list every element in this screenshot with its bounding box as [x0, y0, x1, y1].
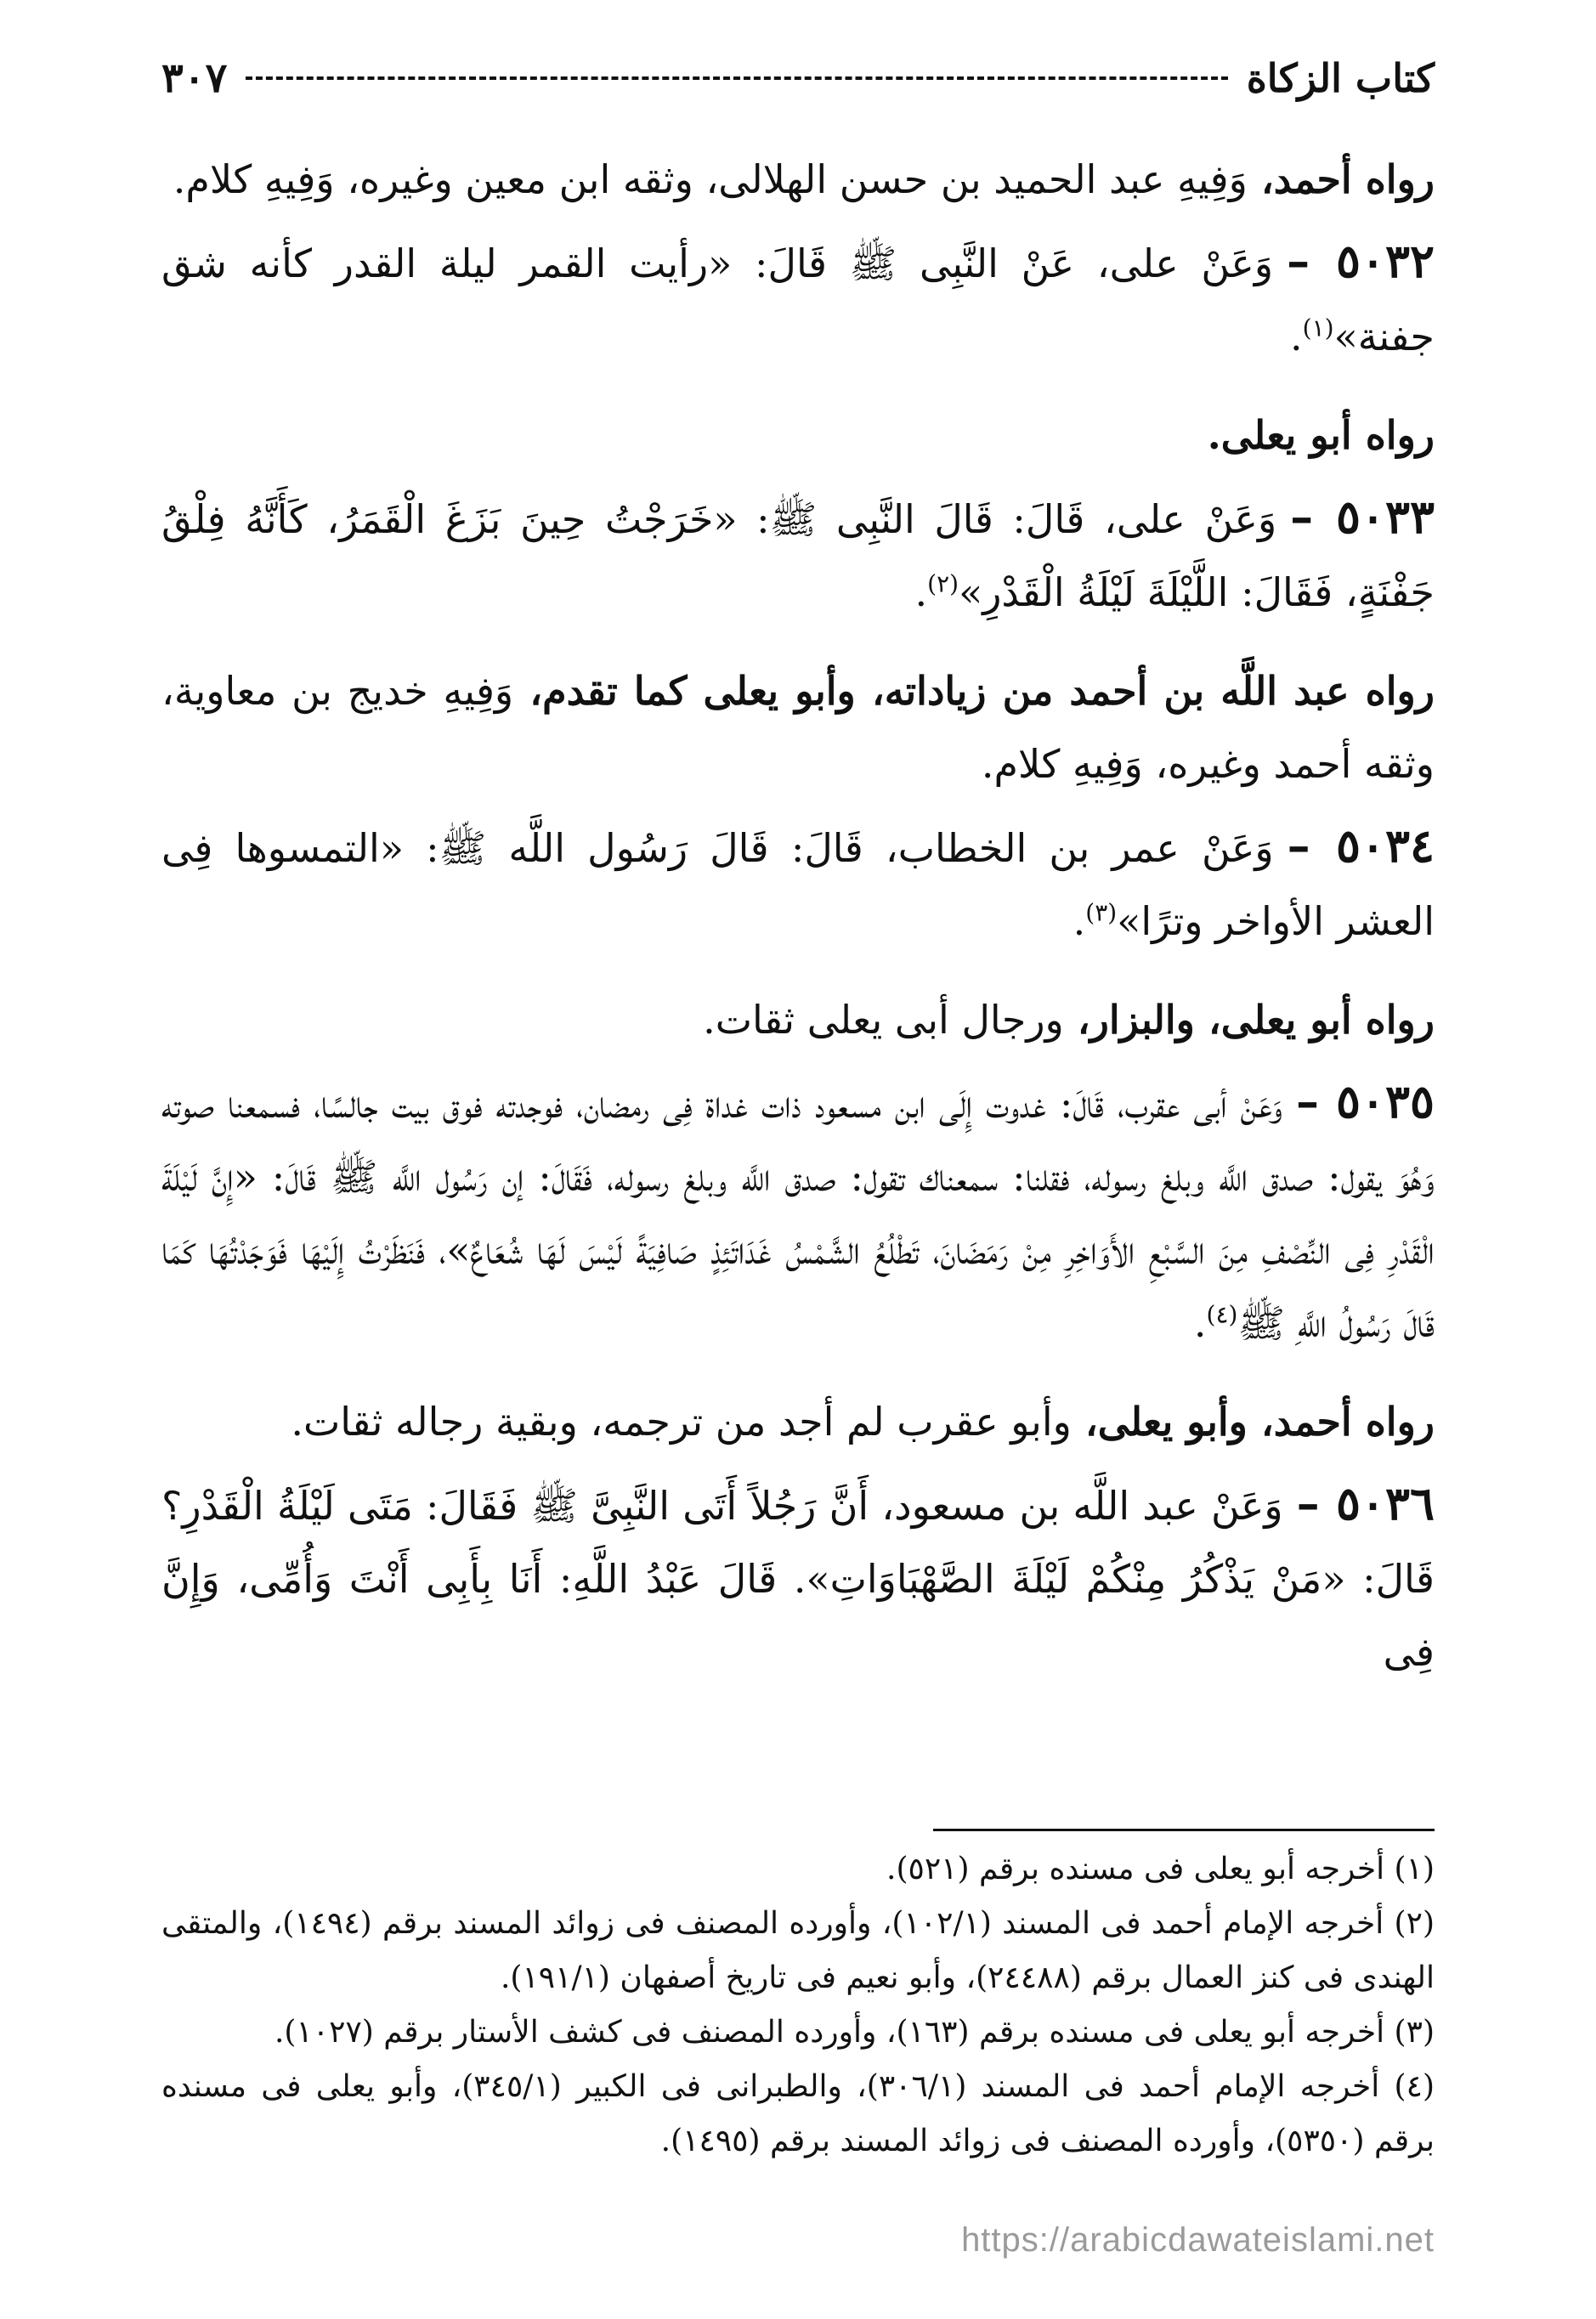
hadith-number: ٥٠٣٣ –	[1290, 489, 1435, 544]
source-lead: رواه أبو يعلى، والبزار،	[1063, 997, 1435, 1043]
chapter-title: كتاب الزكاة	[1246, 55, 1435, 101]
footnote-ref: (١)	[1302, 314, 1334, 342]
hadith-end: .	[1072, 898, 1086, 944]
hadith-text: وَعَنْ على، قَالَ: قَالَ النَّبِى ﷺ: «خَرَجْتُ حِينَ بَزَغَ الْقَمَرُ، كَأَنَّهُ فِلْقُ جَفْنَةٍ، فَقَالَ: اللَّيْلَةَ لَيْلَةُ الْقَدْرِ»	[161, 496, 1435, 615]
source-lead: رواه أحمد،	[1247, 156, 1435, 202]
hadith-5033	[161, 480, 1435, 629]
hadith-number: ٥٠٣٢ –	[1287, 234, 1435, 288]
source-note	[161, 983, 1435, 1056]
hadith-end: .	[1290, 314, 1303, 359]
footnote-4: (٤) أخرجه الإمام أحمد فى المسند (٣٠٦/١)، والطبرانى فى الكبير (٣٤٥/١)، وأبو يعلى فى مسنده برقم (٥٣٥٠)، وأورده المصنف فى زوائد المسند برقم (١٤٩٥).	[161, 2069, 1435, 2158]
hadith-text: وَعَنْ أبى عقرب، قَالَ: غدوت إِلَى ابن مسعود ذات غداة فِى رمضان، فوجدته فوق بيت جالسًا، فسمعنا صوته وَهُوَ يقول: صدق اللَّه وبلغ رسوله، فقلنا: سمعناك تقول: صدق اللَّه وبلغ رسوله، فَقَالَ: إن رَسُول اللَّه ﷺ قَالَ: «إِنَّ لَيْلَةَ الْقَدْرِ فِى النِّصْفِ مِنَ السَّبْعِ الأَوَاخِرِ مِنْ رَمَضَانَ، تَطْلُعُ الشَّمْسُ غَدَاتَئِذٍ صَافِيَةً لَيْسَ لَهَا شُعَاعٌ»، فَنَظَرْتُ إِلَيْهَا فَوَجَدْتُهَا كَمَا قَالَ رَسُولُ اللَّهِ ﷺ	[161, 1081, 1435, 1346]
source-note	[161, 1385, 1435, 1458]
header-dashed-rule	[246, 76, 1227, 80]
source-lead: رواه أحمد، وأبو يعلى،	[1071, 1399, 1435, 1445]
source-note	[161, 143, 1435, 216]
hadith-text: وَعَنْ عمر بن الخطاب، قَالَ: قَالَ رَسُول اللَّه ﷺ: «التمسوها فِى العشر الأواخر وترًا»	[161, 825, 1435, 944]
hadith-number: ٥٠٣٤ –	[1287, 818, 1435, 873]
source-text: وَفِيهِ خديج بن معاوية، وثقه أحمد وغيره، وَفِيهِ كلام.	[161, 668, 1435, 787]
footnote-separator	[933, 1829, 1435, 1831]
footnote-1: (١) أخرجه أبو يعلى فى مسنده برقم (٥٢١).	[886, 1852, 1435, 1886]
source-text: وَفِيهِ عبد الحميد بن حسن الهلالى، وثقه ابن معين وغيره، وَفِيهِ كلام.	[173, 156, 1248, 202]
hadith-5036	[161, 1467, 1435, 1688]
source-lead: رواه أبو يعلى.	[1207, 412, 1435, 458]
footnote-2: (٢) أخرجه الإمام أحمد فى المسند (١٠٢/١)، وأورده المصنف فى زوائد المسند برقم (١٤٩٤)، والمتقى الهندى فى كنز العمال برقم (٢٤٤٨٨)، وأبو نعيم فى تاريخ أصفهان (١٩١/١).	[161, 1906, 1435, 1995]
source-text: ورجال أبى يعلى ثقات.	[703, 997, 1064, 1043]
page-number: ٣٠٧	[161, 54, 228, 102]
hadith-5032	[161, 224, 1435, 373]
hadith-text: وَعَنْ عبد اللَّه بن مسعود، أَنَّ رَجُلاً أَتَى النَّبِىَّ ﷺ فَقَالَ: مَتَى لَيْلَةُ الْقَدْرِ؟ قَالَ: «مَنْ يَذْكُرُ مِنْكُمْ لَيْلَةَ الصَّهْبَاوَاتِ». قَالَ عَبْدُ اللَّهِ: أَنَا بِأَبِى أَنْتَ وَأُمِّى، وَإِنَّ فِى	[161, 1483, 1435, 1675]
hadith-number: ٥٠٣٥ –	[1296, 1074, 1435, 1128]
footnote-ref: (٣)	[1085, 898, 1118, 927]
hadith-end: .	[1193, 1300, 1207, 1346]
main-text	[161, 127, 1435, 1714]
source-note	[161, 654, 1435, 800]
hadith-text: وَعَنْ على، عَنْ النَّبِى ﷺ قَالَ: «رأيت القمر ليلة القدر كأنه شق جفنة»	[161, 240, 1435, 359]
watermark-url: https://arabicdawateislami.net	[961, 2221, 1435, 2259]
hadith-end: .	[914, 569, 928, 615]
footnote-3: (٣) أخرجه أبو يعلى فى مسنده برقم (١٦٣)، وأورده المصنف فى كشف الأستار برقم (١٠٢٧).	[274, 2015, 1435, 2050]
footnote-ref: (٢)	[927, 569, 959, 598]
hadith-number: ٥٠٣٦ –	[1296, 1476, 1435, 1530]
hadith-5035	[161, 1065, 1435, 1360]
footnote-ref: (٤)	[1206, 1300, 1238, 1329]
footnotes	[161, 1842, 1435, 2169]
source-lead: رواه عبد اللَّه بن أحمد من زياداته، وأبو يعلى كما تقدم،	[513, 668, 1435, 714]
source-note	[161, 399, 1435, 472]
running-header	[161, 44, 1435, 112]
source-text: وأبو عقرب لم أجد من ترجمه، وبقية رجاله ثقات.	[291, 1399, 1072, 1445]
hadith-5034	[161, 809, 1435, 958]
